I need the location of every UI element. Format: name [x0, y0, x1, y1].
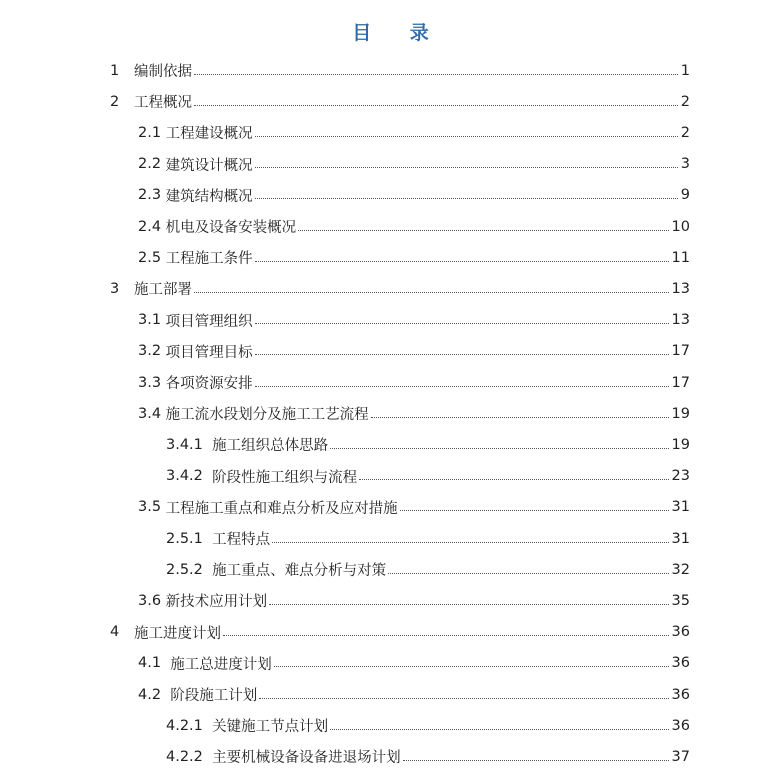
toc-entry[interactable]	[166, 710, 690, 741]
toc-dot-leader	[298, 229, 668, 231]
toc-entry[interactable]	[138, 398, 690, 429]
toc-entry-number: 2.4	[138, 218, 166, 235]
toc-dot-leader	[388, 572, 668, 574]
toc-entry[interactable]	[166, 741, 690, 772]
toc-entry-title: 新技术应用计划	[165, 594, 268, 611]
toc-entry-number: 4.2.2	[166, 748, 213, 765]
toc-entry[interactable]	[138, 211, 690, 242]
toc-entry-page-number: 36	[671, 624, 690, 641]
toc-entry-number: 4.2	[138, 686, 171, 703]
toc-entry-number: 3.4	[138, 405, 166, 422]
toc-entry-number: 2.5	[138, 249, 166, 266]
toc-entry-page-number: 23	[671, 468, 690, 485]
toc-entry-title: 阶段性施工组织与流程	[212, 469, 358, 486]
toc-entry-number: 3.4.1	[166, 436, 213, 453]
toc-entry-page-number: 31	[671, 530, 690, 547]
toc-entry-title: 建筑结构概况	[165, 188, 253, 205]
toc-dot-leader	[194, 73, 678, 75]
toc-entry-title: 项目管理组织	[165, 313, 253, 330]
toc-entry-page-number: 1	[680, 62, 690, 79]
toc-entry-number: 2.2	[138, 156, 166, 173]
toc-entry-title: 施工部署	[134, 282, 192, 299]
toc-entry[interactable]	[138, 180, 690, 211]
toc-entry-page-number: 13	[671, 312, 690, 329]
toc-entry[interactable]	[138, 117, 690, 148]
toc-dot-leader	[371, 416, 669, 418]
toc-entry[interactable]	[138, 367, 690, 398]
toc-entry[interactable]	[166, 554, 690, 585]
toc-entry-page-number: 2	[680, 93, 690, 110]
toc-entry-title: 工程建设概况	[165, 126, 253, 143]
toc-entry-number: 4.2.1	[166, 717, 213, 734]
toc-entry-title: 阶段施工计划	[170, 688, 258, 704]
toc-entry-number: 1	[110, 62, 120, 79]
toc-entry-number: 2	[110, 93, 120, 110]
toc-entry[interactable]	[110, 55, 690, 86]
toc-entry-title: 施工重点、难点分析与对策	[212, 563, 387, 580]
toc-dot-leader	[255, 353, 669, 355]
toc-entry[interactable]	[138, 492, 690, 523]
toc-entry-title: 工程概况	[134, 95, 192, 112]
toc-entry-number: 4.1	[138, 655, 171, 672]
toc-dot-leader	[259, 697, 668, 699]
toc-entry[interactable]	[166, 429, 690, 460]
toc-entry[interactable]	[138, 305, 690, 336]
toc-dot-leader	[274, 665, 669, 667]
toc-entry-page-number: 36	[671, 655, 690, 672]
toc-entry-title: 项目管理目标	[165, 344, 253, 361]
toc-dot-leader	[272, 541, 668, 543]
toc-entry-page-number: 31	[671, 499, 690, 516]
toc-entry-title: 编制依据	[134, 64, 192, 80]
toc-entry[interactable]	[166, 461, 690, 492]
toc-entry-title: 工程施工重点和难点分析及应对措施	[165, 500, 398, 517]
toc-entry-title: 工程施工条件	[165, 251, 253, 268]
toc-entry-page-number: 3	[680, 156, 690, 173]
toc-entry-page-number: 35	[671, 592, 690, 609]
toc-entry-number: 3	[110, 280, 120, 297]
toc-entry[interactable]	[110, 273, 690, 304]
toc-dot-leader	[255, 322, 669, 324]
toc-entry-title: 施工组织总体思路	[212, 438, 329, 455]
toc-entry-page-number: 13	[671, 280, 690, 297]
toc-entry-page-number: 36	[671, 686, 690, 703]
toc-entry[interactable]	[166, 523, 690, 554]
toc-entry-page-number: 32	[671, 561, 690, 578]
toc-entry[interactable]	[138, 336, 690, 367]
toc-entry[interactable]	[138, 648, 690, 679]
toc-dot-leader	[330, 447, 668, 449]
toc-entry[interactable]	[138, 585, 690, 616]
toc-entry-title: 关键施工节点计划	[212, 719, 329, 736]
toc-entry-title: 施工进度计划	[134, 625, 221, 642]
toc-dot-leader	[255, 385, 669, 387]
toc-entry-title: 施工流水段划分及施工工艺流程	[165, 407, 369, 424]
toc-entry-number: 3.2	[138, 343, 166, 360]
toc-dot-leader	[330, 728, 668, 730]
toc-entry-page-number: 37	[671, 748, 690, 765]
toc-entry[interactable]	[138, 149, 690, 180]
toc-entry-title: 各项资源安排	[165, 376, 253, 392]
toc-entry-number: 3.1	[138, 312, 166, 329]
toc-dot-leader	[255, 197, 678, 199]
toc-dot-leader	[359, 478, 668, 480]
toc-entry[interactable]	[138, 679, 690, 710]
toc-dot-leader	[194, 291, 669, 293]
toc-entry-page-number: 17	[671, 343, 690, 360]
toc-dot-leader	[403, 759, 669, 761]
toc-entry-number: 2.5.2	[166, 561, 213, 578]
toc-entry-title: 工程特点	[212, 532, 271, 548]
toc-dot-leader	[223, 634, 669, 636]
toc-entry-page-number: 17	[671, 374, 690, 391]
toc-entry-page-number: 10	[671, 218, 690, 235]
toc-entry[interactable]	[110, 617, 690, 648]
toc-entry-number: 3.5	[138, 499, 166, 516]
toc-title: 目 录	[352, 22, 445, 44]
toc-entry[interactable]	[110, 86, 690, 117]
toc-entry-number: 3.4.2	[166, 468, 213, 485]
toc-entry-number: 4	[110, 624, 120, 641]
toc-entry-number: 3.6	[138, 592, 166, 609]
toc-entry-page-number: 36	[671, 717, 690, 734]
toc-dot-leader	[269, 603, 668, 605]
toc-entry-page-number: 9	[680, 187, 690, 204]
toc-entry-title: 施工总进度计划	[170, 656, 272, 673]
toc-entry-number: 2.1	[138, 124, 166, 141]
toc-entry[interactable]	[138, 242, 690, 273]
toc-entry-number: 2.5.1	[166, 530, 213, 547]
toc-dot-leader	[255, 135, 678, 137]
toc-entry-title: 建筑设计概况	[165, 157, 253, 174]
toc-entry-page-number: 19	[671, 405, 690, 422]
toc-dot-leader	[400, 509, 669, 511]
toc-entry-title: 主要机械设备设备进退场计划	[212, 750, 401, 767]
toc-entry-number: 2.3	[138, 187, 166, 204]
toc-entry-number: 3.3	[138, 374, 166, 391]
toc-dot-leader	[255, 260, 669, 262]
toc-dot-leader	[194, 104, 678, 106]
toc-entry-page-number: 2	[680, 124, 690, 141]
toc-entry-title: 机电及设备安装概况	[165, 220, 297, 236]
toc-entry-page-number: 11	[671, 249, 690, 266]
toc-dot-leader	[255, 166, 678, 168]
toc-entry-page-number: 19	[671, 436, 690, 453]
